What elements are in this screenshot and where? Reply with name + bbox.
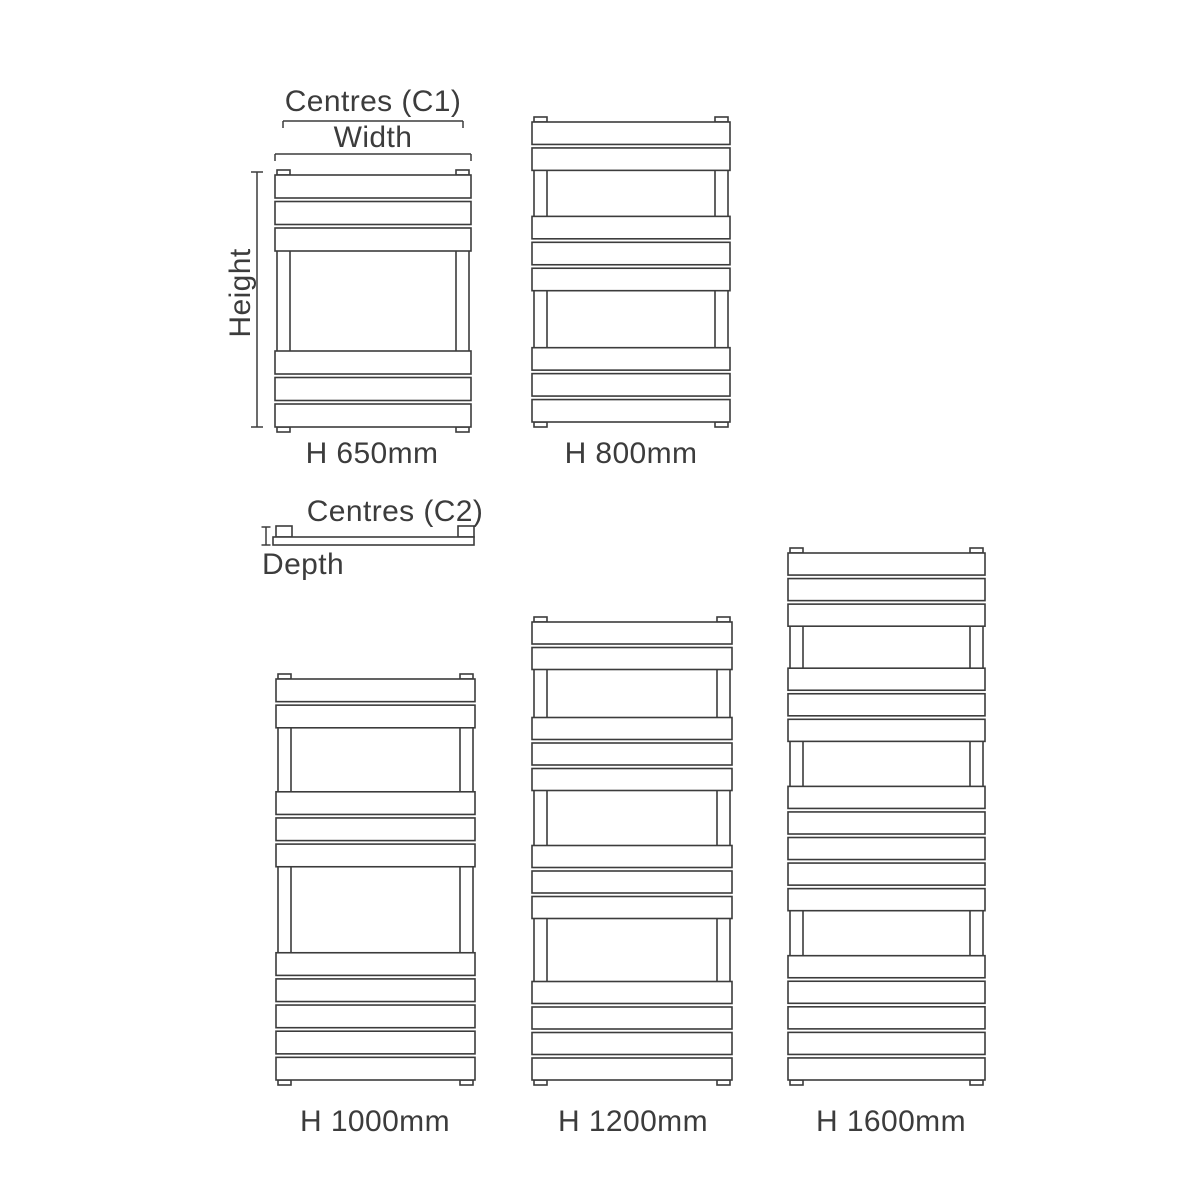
radiator-h1600 — [788, 548, 985, 1085]
label-h800: H 800mm — [564, 437, 698, 470]
dimension-depth — [262, 527, 271, 545]
radiator-h800 — [532, 117, 730, 427]
label-h650: H 650mm — [305, 437, 439, 470]
label-centres-c1: Centres (C1) — [284, 85, 462, 118]
label-depth: Depth — [262, 548, 345, 581]
radiator-h1200 — [532, 617, 732, 1085]
radiator-h650 — [275, 170, 471, 432]
label-h1600: H 1600mm — [816, 1105, 966, 1138]
radiator-h1000 — [276, 674, 475, 1085]
label-h1200: H 1200mm — [558, 1105, 708, 1138]
label-height: Height — [223, 248, 257, 338]
label-width: Width — [333, 121, 413, 154]
label-centres-c2: Centres (C2) — [306, 495, 484, 528]
label-h1000: H 1000mm — [300, 1105, 450, 1138]
